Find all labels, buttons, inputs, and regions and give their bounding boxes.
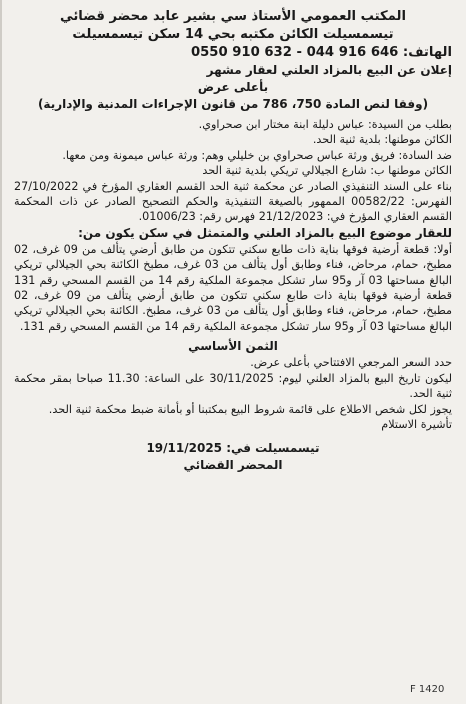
property-description-paragraph: أولا: قطعة أرضية فوقها بناية ذات طابع سكني تتكون من طابق أرضي يتألف من 09 غرف، 02 مطبخ، حمام، مرحاض، فناء وطابق أول يتألف من 03 غرف، مطبخ الكائنة بحي الجيلالي تريكي البالغ مساحتها 03 آر و95 سار تشكل مجموعة الملكية رقم 14 من القسم المسحي رقم 131 قطعة أرضية فوقها بناية ذات طابع سكني تتكون من طابق أرضي يتألف من 09 غرف، 02 مطبخ، حمام، مرحاض، فناء وطابق أول يتألف من 03 غرف، مطبخ. الكائنة بحي الجيلالي تريكي البالغ مساحتها 03 آر و95 سار تشكل مجموعة الملكية رقم 14 من القسم المسحي رقم 131. <box>14 242 453 333</box>
receipt-stamp-line: تأشيرة الاستلام <box>381 417 452 431</box>
best-offer-line: بأعلى عرض <box>197 80 269 94</box>
property-section-title: للعقار موضوع البيع بالمزاد العلني والمتمثل في سكن يكون من: <box>78 225 452 240</box>
announcement-title: إعلان عن البيع بالمزاد العلني لعقار مشهر <box>206 63 452 77</box>
legal-basis: (وفقا لنص المادة 750، 786 من قانون الإجراءات المدنية والإدارية) <box>37 97 429 111</box>
office-name: المكتب العمومي الأستاذ سي بشير عابد محضر قضائي <box>60 9 406 24</box>
defendants-paragraph: ضد السادة: فريق ورثة عباس صحراوي بن خليلي وهم: ورثة عباس ميمونة ومن معها. <box>62 148 452 162</box>
signature-block <box>14 440 452 474</box>
defendants-address: الكائن موطنها ب: شارع الجيلالي تريكي بلدية ثنية الحد <box>202 164 452 178</box>
base-price-title: الثمن الأساسي <box>188 339 278 354</box>
office-phone: الهاتف: 646 916 044 - 632 910 0550 <box>190 45 452 60</box>
base-price-paragraph: حدد السعر المرجعي الافتتاحي بأعلى عرض. <box>250 356 452 370</box>
sale-date-paragraph: ليكون تاريخ البيع بالمزاد العلني ليوم: 30/11/2025 على الساعة: 11.30 صباحا بمقر محكمة ثنية الحد. <box>14 371 452 401</box>
requester-paragraph: بطلب من السيدة: عباس دليلة ابنة مختار ابن صحراوي. <box>198 118 452 131</box>
date-line: تيسمسيلت في: 19/11/2025 <box>146 441 320 456</box>
conditions-paragraph: يجوز لكل شخص الاطلاع على قائمة شروط البيع بمكتبنا أو بأمانة ضبط محكمة ثنية الحد. <box>48 402 452 416</box>
document-code: F 1420 <box>410 684 445 695</box>
office-address: تيسمسيلت الكائن مكتبه بحي 14 سكن تيسمسيلت <box>72 27 394 42</box>
page-edge-divider <box>0 0 2 704</box>
legal-document-paragraph: بناء على السند التنفيذي الصادر عن محكمة ثنية الحد القسم العقاري المؤرخ في 27/10/2022 الفهرس: 00582/22 الممهور بالصيغة التنفيذية والحكم التصحيح الصادر عن ذات المحكمة القسم العقاري المؤرخ في: 21/12/2023 فهرس رقم: 01006/23. <box>14 179 452 224</box>
requester-address: الكائن موطنها: بلدية ثنية الحد. <box>312 133 452 147</box>
signer-title: المحضر القضائي <box>183 458 283 473</box>
